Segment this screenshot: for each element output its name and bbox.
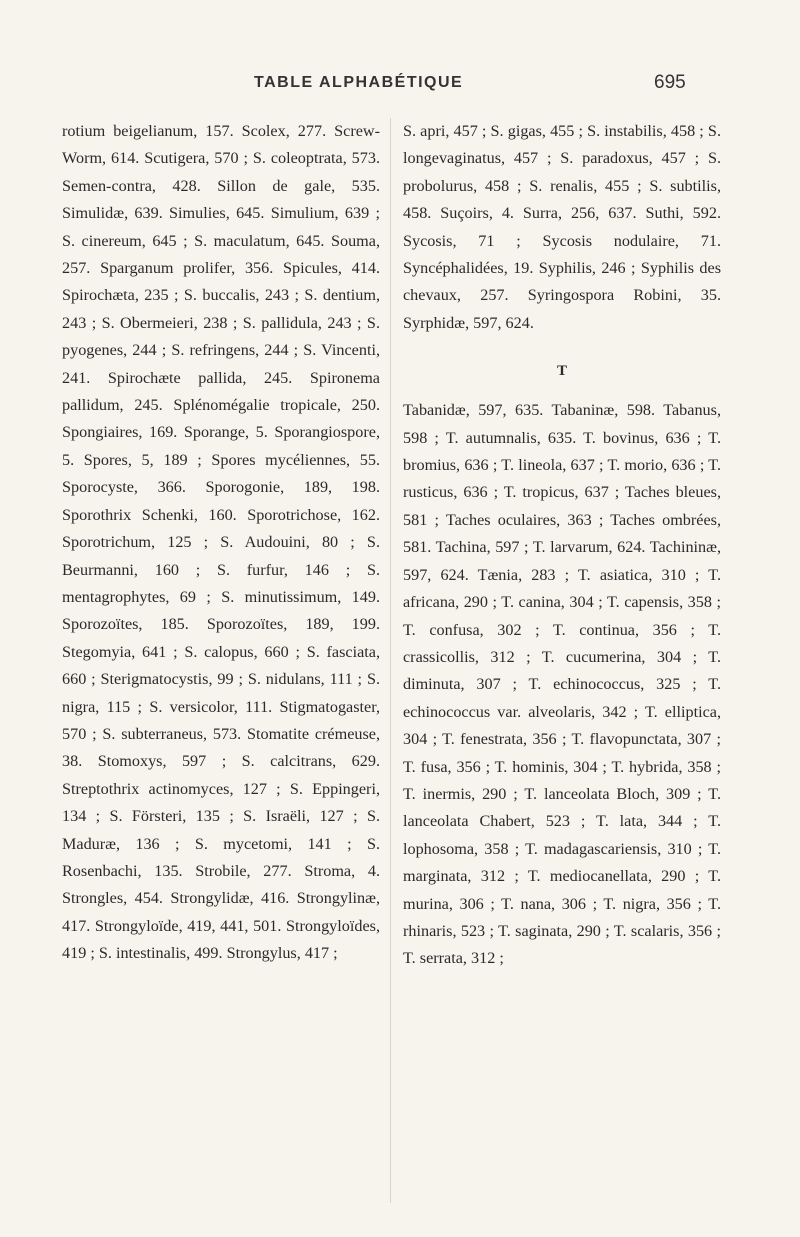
running-title: TABLE ALPHABÉTIQUE [254,74,464,91]
page-header [0,72,800,102]
index-column-right [403,118,721,973]
index-entries-s-part2: S. apri, 457 ; S. gigas, 455 ; S. instabilis, 458 ; S. longevaginatus, 457 ; S. paradoxus, 457 ; S. probolurus, 458 ; S. renalis, 455 ; S. subtilis, 458. Suçoirs, 4. Surra, 256, 637. Suthi, 592. Sycosis, 71 ; Sycosis nodulaire, 71. Syncéphalidées, 19. Syphilis, 246 ; Syphilis des chevaux, 257. Syringospora Robini, 35. Syrphidæ, 597, 624. [403,122,721,332]
index-column-left [62,118,380,968]
index-entries-s-part1: rotium beigelianum, 157. Scolex, 277. Screw-Worm, 614. Scutigera, 570 ; S. coleoptrata, 573. Semen-contra, 428. Sillon de gale, 535. Simulidæ, 639. Simulies, 645. Simulium, 639 ; S. cinereum, 645 ; S. maculatum, 645. Souma, 257. Sparganum prolifer, 356. Spicules, 414. Spirochæta, 235 ; S. buccalis, 243 ; S. dentium, 243 ; S. Obermeieri, 238 ; S. pallidula, 243 ; S. pyogenes, 244 ; S. refringens, 244 ; S. Vincenti, 241. Spirochæte pallida, 245. Spironema pallidum, 245. Splénomégalie tropicale, 250. Spongiaires, 169. Sporange, 5. Sporangiospore, 5. Spores, 5, 189 ; Spores mycéliennes, 55. Sporocyste, 366. Sporogonie, 189, 198. Sporothrix Schenki, 160. Sporotrichose, 162. Sporotrichum, 125 ; S. Audouini, 80 ; S. Beurmanni, 160 ; S. furfur, 146 ; S. mentagrophytes, 69 ; S. minutissimum, 149. Sporozoïtes, 185. Sporozoïtes, 189, 199. Stegomyia, 641 ; S. calopus, 660 ; S. fasciata, 660 ; Sterigmatocystis, 99 ; S. nidulans, 111 ; S. nigra, 115 ; S. versicolor, 111. Stigmatogaster, 570 ; S. subterraneus, 573. Stomatite crémeuse, 38. Stomoxys, 597 ; S. calcitrans, 629. Streptothrix actinomyces, 127 ; S. Eppingeri, 134 ; S. Försteri, 135 ; S. Israëli, 127 ; S. Maduræ, 136 ; S. mycetomi, 141 ; S. Rosenbachi, 135. Strobile, 277. Stroma, 4. Strongles, 454. Strongylidæ, 416. Strongylinæ, 417. Strongyloïde, 419, 441, 501. Strongyloïdes, 419 ; S. intestinalis, 499. Strongylus, 417 ; [62,122,380,963]
page-number: 695 [654,72,686,93]
section-letter-t: T [556,363,567,380]
column-gutter [390,118,391,1203]
index-entries-t: Tabanidæ, 597, 635. Tabaninæ, 598. Tabanus, 598 ; T. autumnalis, 635. T. bovinus, 636 ; T. bromius, 636 ; T. lineola, 637 ; T. morio, 636 ; T. rusticus, 636 ; T. tropicus, 637 ; Taches bleues, 581 ; Taches oculaires, 363 ; Taches ombrées, 581. Tachina, 597 ; T. larvarum, 624. Tachininæ, 597, 624. Tænia, 283 ; T. asiatica, 310 ; T. africana, 290 ; T. canina, 304 ; T. capensis, 358 ; T. confusa, 302 ; T. continua, 356 ; T. crassicollis, 312 ; T. cucumerina, 304 ; T. diminuta, 307 ; T. echinococcus, 325 ; T. echinococcus var. alveolaris, 342 ; T. elliptica, 304 ; T. fenestrata, 356 ; T. flavopunctata, 307 ; T. fusa, 356 ; T. hominis, 304 ; T. hybrida, 358 ; T. inermis, 290 ; T. lanceolata Bloch, 309 ; T. lanceolata Chabert, 523 ; T. lata, 344 ; T. lophosoma, 358 ; T. madagascariensis, 310 ; T. marginata, 312 ; T. mediocanellata, 290 ; T. murina, 306 ; T. nana, 306 ; T. nigra, 356 ; T. rhinaris, 523 ; T. saginata, 290 ; T. scalaris, 356 ; T. serrata, 312 ; [403,401,721,968]
